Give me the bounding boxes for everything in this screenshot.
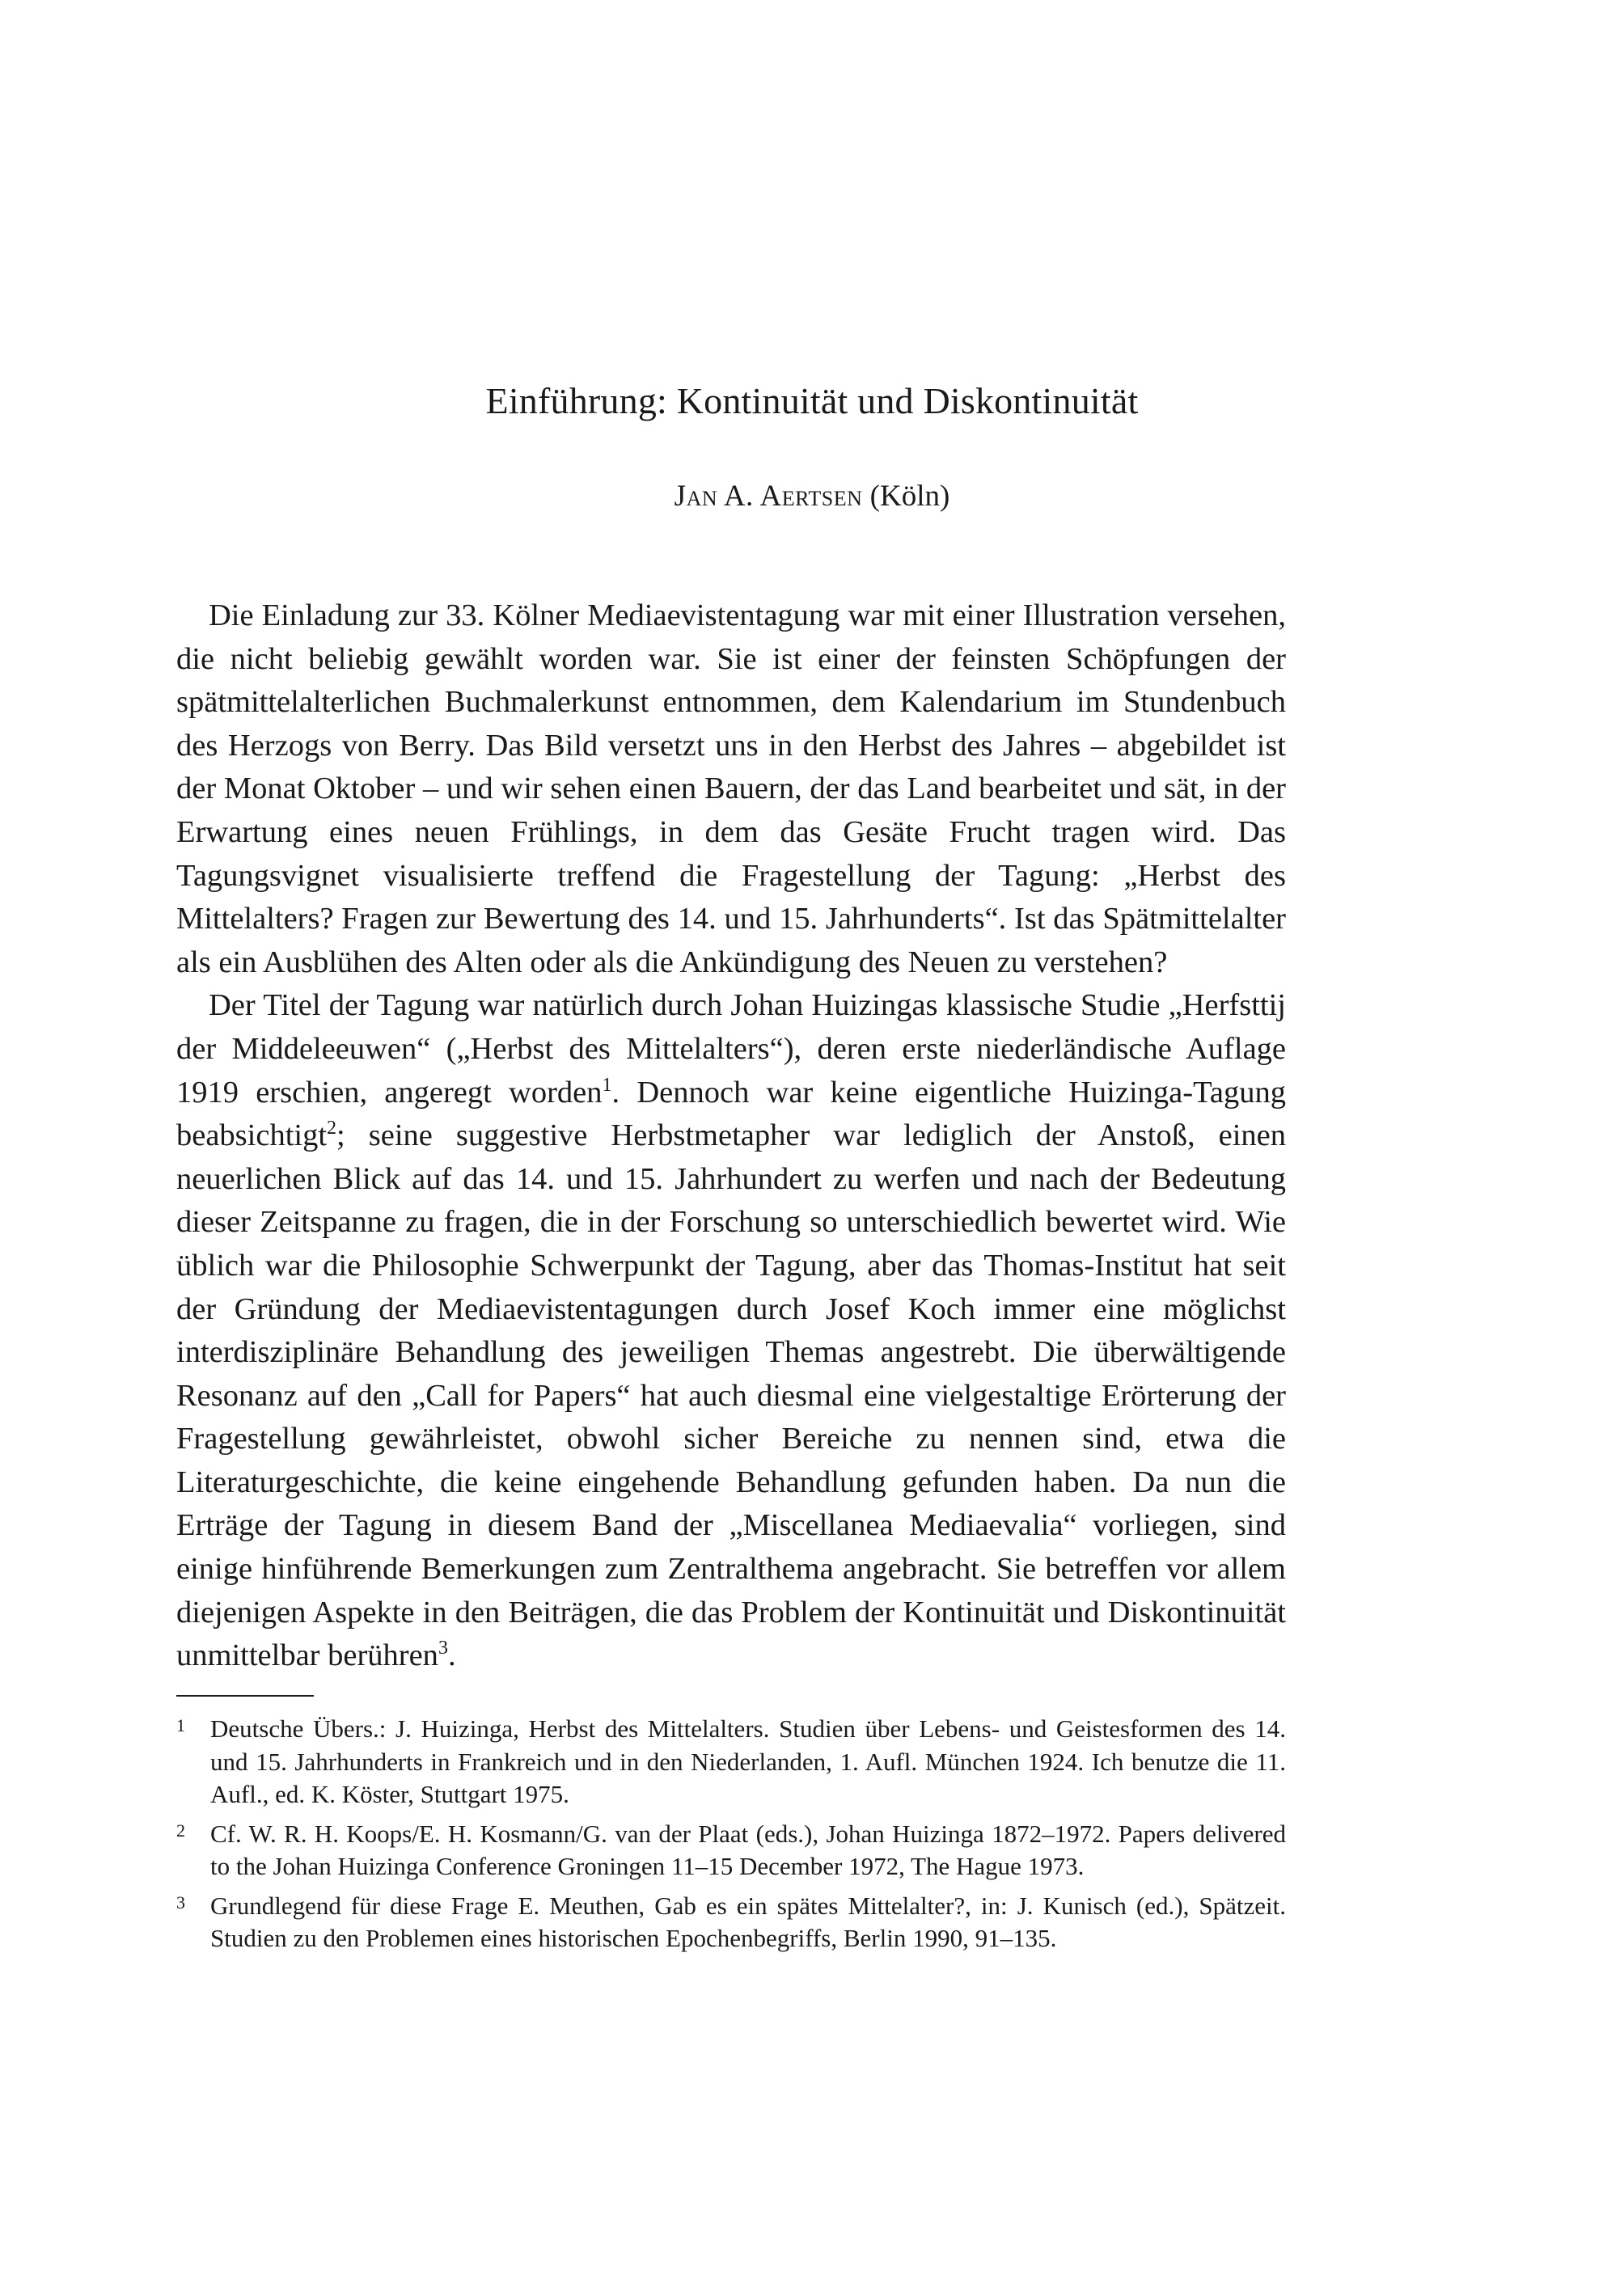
footnote-text: Grundlegend für diese Frage E. Meuthen, Gab es ein spätes Mittelalter?, in: J. Kunisch (ed.), Spätzeit. Studien zu den Problemen eines historischen Epochenbegriffs, Berlin 1990, 91–135. (210, 1891, 1286, 1952)
footnote-number: 3 (176, 1892, 185, 1913)
paragraph-2-text-d: . (447, 1638, 456, 1673)
footnote-separator (176, 1695, 314, 1697)
footnote-text: Deutsche Übers.: J. Huizinga, Herbst des Mittelalters. Studien über Lebens- und Geistesformen des 14. und 15. Jahrhunderts in Frankreich und in den Niederlanden, 1. Aufl. München 1924. Ich benutze die 11. Aufl., ed. K. Köster, Stuttgart 1975. (210, 1714, 1286, 1808)
main-text (176, 594, 1286, 1678)
paragraph-2-text-c: ; seine suggestive Herbstmetapher war lediglich der Anstoß, einen neuerlichen Blick auf das 14. und 15. Jahrhundert zu werfen und nach der Bedeutung dieser Zeitspanne zu fragen, die in der Forschung so unterschiedlich bewertet wird. Wie üblich war die Philosophie Schwerpunkt der Tagung, aber das Thomas-Institut hat seit der Gründung der Mediaevistentagungen durch Josef Koch immer eine möglichst interdisziplinäre Behandlung des jeweiligen Themas angestrebt. Die überwältigende Resonanz auf den „Call for Papers“ hat auch diesmal eine vielgestaltige Erörterung der Fragestellung gewährleistet, obwohl sicher Bereiche zu nennen sind, etwa die Literaturgeschichte, die keine eingehende Behandlung gefunden haben. Da nun die Erträge der Tagung in diesem Band der „Miscellanea Mediaevalia“ vorliegen, sind einige hinführende Bemerkungen zum Zentralthema angebracht. Sie betreffen vor allem diejenigen Aspekte in den Beiträgen, die das Problem der Kontinuität und Diskontinuität unmittelbar berühren (176, 1118, 1286, 1673)
author-name: Jan A. Aertsen (674, 480, 863, 513)
footnote-3 (176, 1890, 1286, 1955)
paragraph-2 (176, 984, 1286, 1678)
footnote-ref-1: 1 (602, 1074, 612, 1096)
footnote-number: 1 (176, 1715, 185, 1735)
author-line (0, 479, 1624, 514)
footnote-text: Cf. W. R. H. Koops/E. H. Kosmann/G. van der Plaat (eds.), Johan Huizinga 1872–1972. Papers delivered to the Johan Huizinga Conference Groningen 11–15 December 1972, The Hague 1973. (210, 1819, 1286, 1880)
paragraph-2-text-a: Der Titel der Tagung war natürlich durch Johan Huizingas klassische Studie „Herfsttij der Middeleeuwen“ („Herbst des Mittelalters“), deren erste niederländische Auflage 1919 erschien, angeregt worden (176, 988, 1286, 1110)
footnote-ref-2: 2 (327, 1118, 337, 1139)
footnotes (176, 1713, 1286, 1962)
footnote-1 (176, 1713, 1286, 1811)
page-title: Einführung: Kontinuität und Diskontinuität (485, 380, 1139, 421)
author-place: (Köln) (869, 480, 950, 513)
paragraph-2-text-b: . Dennoch war keine eigentliche Huizinga-Tagung beabsichtigt (176, 1075, 1286, 1153)
footnote-ref-3: 3 (438, 1638, 448, 1659)
footnote-number: 2 (176, 1820, 185, 1841)
paragraph-1: Die Einladung zur 33. Kölner Mediaevistentagung war mit einer Illustration versehen, die nicht beliebig gewählt worden war. Sie ist einer der feinsten Schöpfungen der spätmittelalterlichen Buchmalerkunst entnommen, dem Kalendarium im Stundenbuch des Herzogs von Berry. Das Bild versetzt uns in den Herbst des Jahres – abgebildet ist der Monat Oktober – und wir sehen einen Bauern, der das Land bearbeitet und sät, in der Erwartung eines neuen Frühlings, in dem das Gesäte Frucht tragen wird. Das Tagungsvignet visualisierte treffend die Fragestellung der Tagung: „Herbst des Mittelalters? Fragen zur Bewertung des 14. und 15. Jahrhunderts“. Ist das Spätmittelalter als ein Ausblühen des Alten oder als die Ankündigung des Neuen zu verstehen? (176, 598, 1286, 979)
footnote-2 (176, 1818, 1286, 1883)
